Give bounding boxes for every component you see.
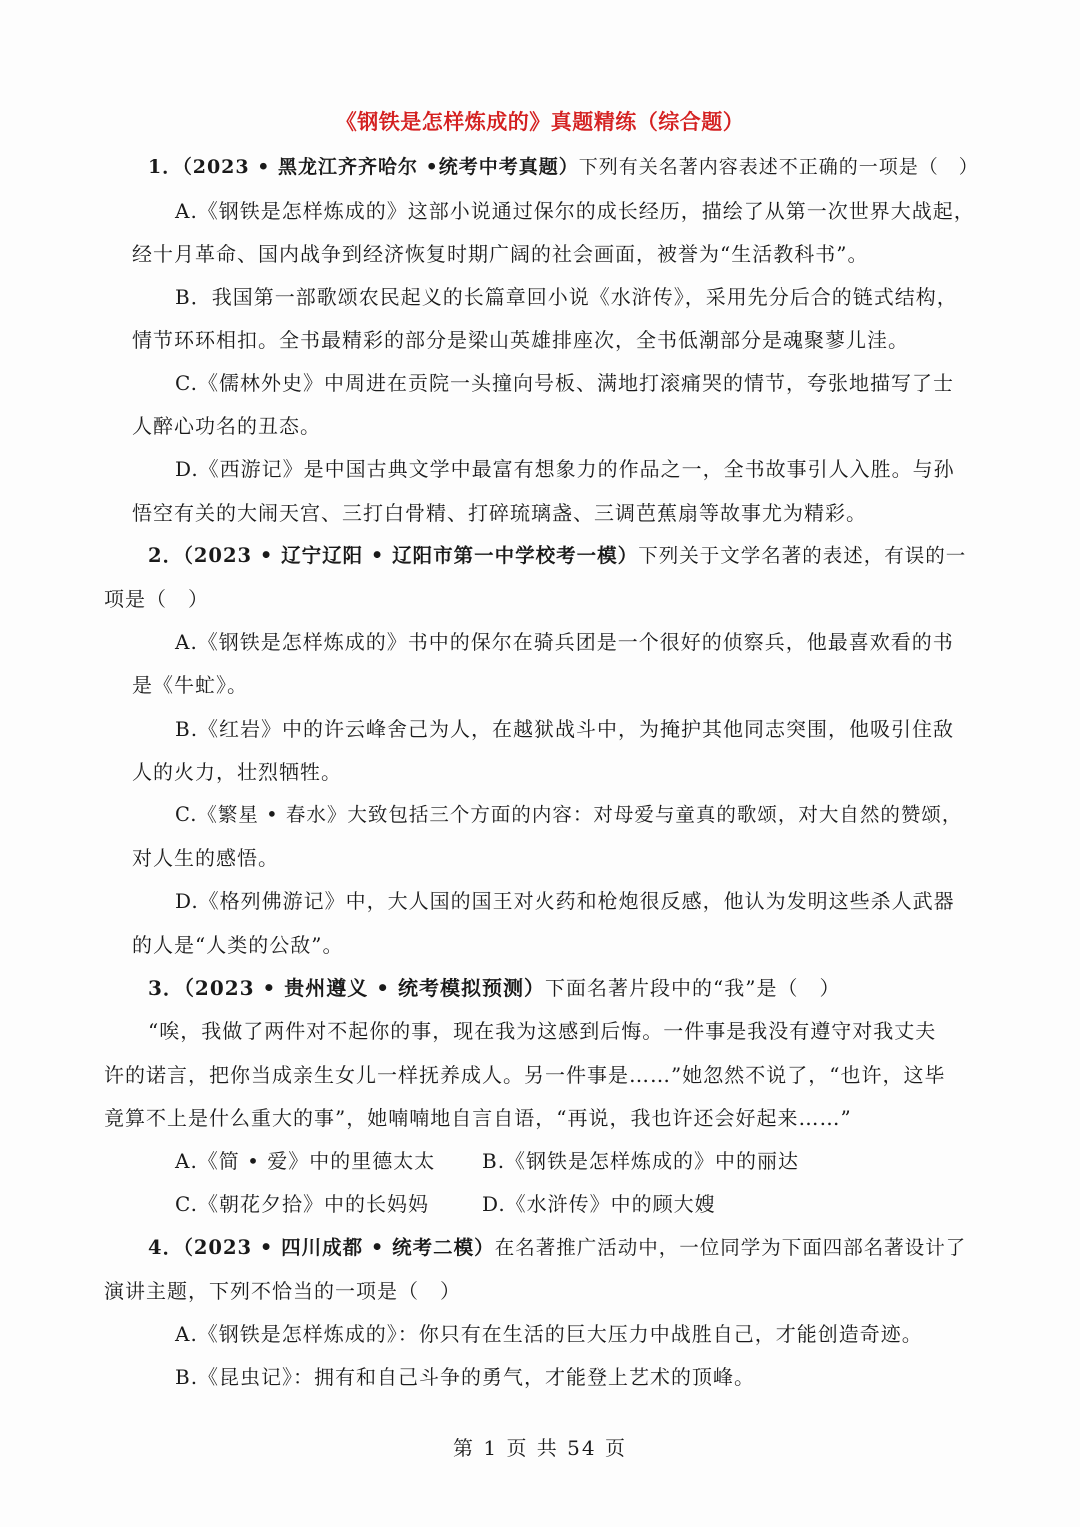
q3-option-a: A.《简 • 爱》中的里德太太	[175, 1149, 436, 1173]
q3-passage-line2: 许的诺言，把你当成亲生女儿一样抚养成人。另一件事是……”她忽然不说了，“也许，这毕	[104, 1063, 946, 1087]
question-3-header	[148, 973, 840, 1003]
q3-passage-line3: 竟算不上是什么重大的事”，她喃喃地自言自语，“再说，我也许还会好起来……”	[104, 1106, 852, 1130]
q1-option-d-line2: 悟空有关的大闹天宫、三打白骨精、打碎琉璃盏、三调芭蕉扇等故事尤为精彩。	[132, 501, 867, 525]
q2-option-c-line1: C.《繁星 • 春水》大致包括三个方面的内容：对母爱与童真的歌颂，对大自然的赞颂，	[175, 803, 963, 826]
q2-option-b-line1: B.《红岩》中的许云峰舍己为人，在越狱战斗中，为掩护其他同志突围，他吸引住敌	[175, 717, 955, 741]
q4-option-b: B.《昆虫记》：拥有和自己斗争的勇气，才能登上艺术的顶峰。	[175, 1365, 756, 1389]
q1-option-b-line1: B．我国第一部歌颂农民起义的长篇章回小说《水浒传》，采用先分后合的链式结构，	[175, 285, 958, 309]
q2-option-d-line2: 的人是“人类的公敌”。	[132, 933, 344, 957]
q3-passage-line1: “唉，我做了两件对不起你的事，现在我为这感到后悔。一件事是我没有遵守对我丈夫	[148, 1019, 937, 1043]
q1-option-a-line2: 经十月革命、国内战争到经济恢复时期广阔的社会画面，被誉为“生活教科书”。	[132, 242, 869, 266]
q2-option-a-line2: 是《牛虻》。	[132, 673, 248, 697]
page-footer: 第 1 页 共 54 页	[453, 1436, 627, 1460]
question-number: 4．	[148, 1236, 184, 1259]
q3-option-b: B.《钢铁是怎样炼成的》中的丽达	[482, 1149, 800, 1173]
question-1-header	[148, 152, 979, 182]
question-4-stem-cont: 演讲主题，下列不恰当的一项是（ ）	[104, 1279, 461, 1303]
question-number: 2．	[148, 544, 184, 567]
question-stem: 下列关于文学名著的表述，有误的一	[638, 544, 967, 567]
question-source: （2023 • 贵州遵义 • 统考模拟预测）	[183, 976, 546, 1000]
question-number: 1．	[148, 156, 183, 178]
page-title: 《钢铁是怎样炼成的》真题精练（综合题）	[335, 109, 745, 134]
question-source: （2023 • 四川成都 • 统考二模）	[183, 1236, 495, 1259]
question-stem: 下面名著片段中的“我”是（ ）	[545, 976, 841, 1000]
question-stem: 在名著推广活动中，一位同学为下面四部名著设计了	[494, 1236, 967, 1259]
q1-option-c-line1: C.《儒林外史》中周进在贡院一头撞向号板、满地打滚痛哭的情节，夸张地描写了士	[175, 371, 954, 395]
question-2-stem-cont: 项是（ ）	[104, 587, 209, 611]
q2-option-d-line1: D.《格列佛游记》中，大人国的国王对火药和枪炮很反感，他认为发明这些杀人武器	[175, 889, 955, 913]
question-stem: 下列有关名著内容表述不正确的一项是（ ）	[578, 156, 979, 178]
q3-option-c: C.《朝花夕拾》中的长妈妈	[175, 1192, 429, 1216]
q1-option-a-line1: A.《钢铁是怎样炼成的》这部小说通过保尔的成长经历，描绘了从第一次世界大战起，	[175, 199, 975, 223]
q1-option-b-line2: 情节环环相扣。全书最精彩的部分是梁山英雄排座次，全书低潮部分是魂聚蓼儿洼。	[132, 328, 909, 352]
question-2-header	[148, 541, 966, 571]
q3-option-d: D.《水浒传》中的顾大嫂	[482, 1192, 716, 1216]
question-number: 3．	[148, 976, 184, 1000]
q2-option-c-line2: 对人生的感悟。	[132, 846, 279, 870]
q1-option-c-line2: 人醉心功名的丑态。	[132, 414, 321, 438]
question-4-header	[148, 1233, 966, 1263]
question-source: （2023 • 辽宁辽阳 • 辽阳市第一中学校考一模）	[183, 544, 639, 567]
q4-option-a: A.《钢铁是怎样炼成的》：你只有在生活的巨大压力中战胜自己，才能创造奇迹。	[175, 1322, 923, 1346]
question-source: （2023 • 黑龙江齐齐哈尔 •统考中考真题）	[182, 156, 579, 178]
q2-option-a-line1: A.《钢铁是怎样炼成的》书中的保尔在骑兵团是一个很好的侦察兵，他最喜欢看的书	[175, 630, 954, 654]
q2-option-b-line2: 人的火力，壮烈牺牲。	[132, 760, 342, 784]
q1-option-d-line1: D.《西游记》是中国古典文学中最富有想象力的作品之一，全书故事引人入胜。与孙	[175, 457, 955, 481]
